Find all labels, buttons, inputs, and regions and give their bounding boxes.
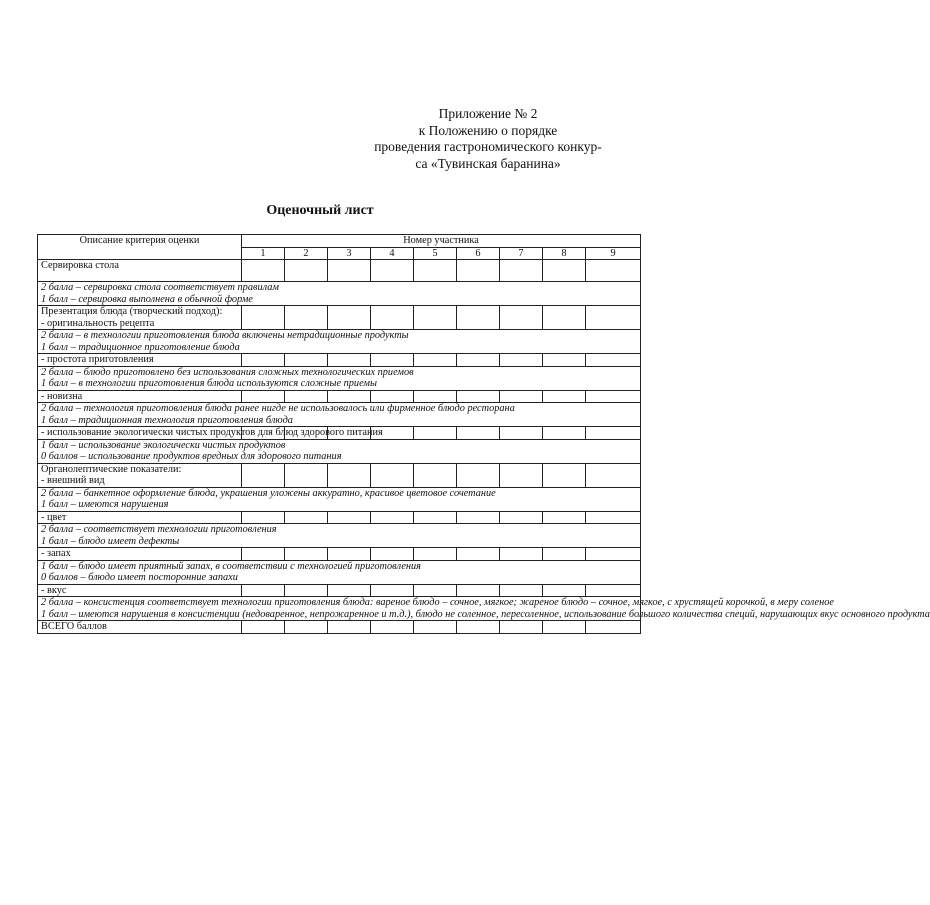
criterion-organoleptic: [38, 463, 242, 487]
note-line: 0 баллов – блюдо имеет посторонние запахи: [41, 572, 238, 583]
total-cell[interactable]: [586, 621, 641, 634]
note-line: 2 балла – технология приготовления блюда ранее нигде не использовалось или фирменное блюдо ресторана: [41, 403, 515, 414]
evaluation-table: [37, 234, 930, 634]
score-cell[interactable]: [328, 548, 371, 561]
score-cell[interactable]: [285, 463, 328, 487]
total-cell[interactable]: [285, 621, 328, 634]
note-line: 2 балла – сервировка стола соответствует правилам: [41, 282, 279, 293]
score-cell[interactable]: [586, 354, 641, 367]
serving-note: [38, 282, 641, 306]
participant-number: 6: [457, 247, 500, 260]
score-cell[interactable]: [242, 511, 285, 524]
note-line: 2 балла – блюдо приготовлено без использования сложных технологических приемов: [41, 366, 414, 378]
score-cell[interactable]: [543, 584, 586, 597]
score-cell[interactable]: [500, 306, 543, 330]
note-line: 1 балл – имеются нарушения: [41, 499, 169, 510]
score-cell[interactable]: [543, 306, 586, 330]
note-line: 2 балла – банкетное оформление блюда, украшения уложены аккуратно, красивое цветовое сочетание: [41, 487, 496, 499]
note-row: [38, 487, 641, 511]
total-label: ВСЕГО баллов: [38, 621, 242, 634]
score-cell[interactable]: [328, 511, 371, 524]
criterion-eco: - использование экологически чистых продуктов для блюд здорового питания: [38, 427, 242, 440]
score-cell[interactable]: [457, 260, 500, 282]
note-row: [38, 403, 641, 427]
score-cell[interactable]: [242, 584, 285, 597]
score-cell[interactable]: [500, 463, 543, 487]
participant-number: 8: [543, 247, 586, 260]
score-cell[interactable]: [457, 548, 500, 561]
score-cell[interactable]: [586, 584, 641, 597]
note-line: 2 балла – консистенция соответствует технологии приготовления блюда: вареное блюдо – сочное, мягкое; жареное блюдо – сочное, мягкое, с хрустящей корочкой, в меру соленое: [41, 597, 834, 608]
note-line: 2 балла – в технологии приготовления блюда включены нетрадиционные продукты: [41, 330, 409, 341]
criterion-novelty: - новизна: [38, 390, 242, 403]
note-line: 1 балл – имеются нарушения в консистенции (недоваренное, непрожаренное и т.д.), блюдо не соленное, пересоленное, использование большого количества специй, нарушающих вкус основного продукта: [41, 608, 930, 620]
note-row: [38, 597, 641, 621]
score-cell[interactable]: [543, 548, 586, 561]
score-cell[interactable]: [500, 548, 543, 561]
table-row: [38, 306, 641, 330]
score-cell[interactable]: [371, 584, 414, 597]
score-cell[interactable]: [371, 260, 414, 282]
criterion-serving: Сервировка стола: [38, 260, 242, 282]
score-cell[interactable]: [371, 390, 414, 403]
score-cell[interactable]: [371, 463, 414, 487]
score-cell[interactable]: [457, 463, 500, 487]
note-row: [38, 366, 641, 390]
simplicity-note: [38, 366, 641, 390]
table-row: [38, 584, 641, 597]
criterion-simplicity: - простота приготовления: [38, 354, 242, 367]
score-cell[interactable]: [500, 390, 543, 403]
note-row: [38, 524, 641, 548]
note-row: [38, 439, 641, 463]
score-cell[interactable]: [242, 354, 285, 367]
originality-note: [38, 330, 641, 354]
note-line: 1 балл – традиционное приготовление блюда: [41, 341, 240, 353]
appearance-note: [38, 487, 641, 511]
score-cell[interactable]: [328, 463, 371, 487]
score-cell[interactable]: [500, 584, 543, 597]
score-cell[interactable]: [543, 260, 586, 282]
score-cell[interactable]: [328, 390, 371, 403]
criterion-sublabel: - оригинальность рецепта: [41, 317, 155, 329]
score-cell[interactable]: [242, 548, 285, 561]
score-cell[interactable]: [285, 354, 328, 367]
participant-number: 2: [285, 247, 328, 260]
color-note: [38, 524, 641, 548]
table-row: [38, 260, 641, 282]
score-cell[interactable]: [328, 584, 371, 597]
score-cell[interactable]: [457, 427, 500, 440]
note-line: 1 балл – традиционная технология приготовления блюда: [41, 414, 293, 426]
score-cell[interactable]: [457, 584, 500, 597]
note-row: [38, 282, 641, 306]
score-cell[interactable]: [414, 548, 457, 561]
score-cell[interactable]: [543, 463, 586, 487]
score-cell[interactable]: [500, 511, 543, 524]
score-cell[interactable]: [586, 306, 641, 330]
participant-number: 1: [242, 247, 285, 260]
appendix-header: [352, 106, 624, 172]
table-row: [38, 427, 641, 440]
score-cell[interactable]: [457, 390, 500, 403]
score-cell[interactable]: [328, 306, 371, 330]
score-cell[interactable]: [371, 306, 414, 330]
score-cell[interactable]: [457, 354, 500, 367]
table-row: [38, 548, 641, 561]
criterion-label: Презентация блюда (творческий подход):: [41, 306, 223, 317]
participant-number: 4: [371, 247, 414, 260]
total-cell[interactable]: [414, 621, 457, 634]
score-cell[interactable]: [328, 260, 371, 282]
appendix-number: Приложение № 2: [438, 106, 538, 121]
appendix-line2: к Положению о порядке: [418, 122, 558, 138]
score-cell[interactable]: [586, 463, 641, 487]
score-cell[interactable]: [371, 548, 414, 561]
score-cell[interactable]: [586, 548, 641, 561]
table-row: [38, 354, 641, 367]
score-cell[interactable]: [414, 427, 457, 440]
score-cell[interactable]: [414, 306, 457, 330]
score-cell[interactable]: [371, 511, 414, 524]
score-cell[interactable]: [414, 354, 457, 367]
table-row: [38, 390, 641, 403]
score-cell[interactable]: [285, 390, 328, 403]
participant-number: 9: [586, 247, 641, 260]
score-cell[interactable]: [586, 511, 641, 524]
score-cell[interactable]: [543, 511, 586, 524]
criterion-smell: - запах: [38, 548, 242, 561]
appendix-line4: са «Тувинская баранина»: [415, 155, 561, 171]
score-cell[interactable]: [586, 260, 641, 282]
total-cell[interactable]: [500, 621, 543, 634]
novelty-note: [38, 403, 641, 427]
smell-note: [38, 560, 641, 584]
note-row: [38, 560, 641, 584]
score-cell[interactable]: [457, 511, 500, 524]
score-cell[interactable]: [285, 584, 328, 597]
score-cell[interactable]: [500, 354, 543, 367]
score-cell[interactable]: [242, 260, 285, 282]
total-cell[interactable]: [457, 621, 500, 634]
participant-number: 7: [500, 247, 543, 260]
score-cell[interactable]: [500, 427, 543, 440]
score-cell[interactable]: [285, 511, 328, 524]
total-cell[interactable]: [242, 621, 285, 634]
table-header-row: [38, 235, 641, 248]
score-cell[interactable]: [242, 306, 285, 330]
score-cell[interactable]: [285, 260, 328, 282]
page-title: Оценочный лист: [266, 203, 374, 218]
criterion-presentation: [38, 306, 242, 330]
score-cell[interactable]: [500, 260, 543, 282]
taste-note: [38, 597, 930, 621]
table-row: [38, 511, 641, 524]
total-row: [38, 621, 641, 634]
criterion-taste: - вкус: [38, 584, 242, 597]
score-cell[interactable]: [414, 511, 457, 524]
score-cell[interactable]: [414, 463, 457, 487]
eco-note: [38, 439, 641, 463]
score-cell[interactable]: [414, 260, 457, 282]
score-cell[interactable]: [586, 427, 641, 440]
criterion-sublabel: - внешний вид: [41, 475, 105, 486]
participant-number: 5: [414, 247, 457, 260]
total-cell[interactable]: [543, 621, 586, 634]
note-line: 0 баллов – использование продуктов вредных для здорового питания: [41, 451, 342, 462]
note-line: 1 балл – в технологии приготовления блюда используются сложные приемы: [41, 378, 377, 389]
participant-column-header: Номер участника: [242, 235, 641, 248]
score-cell[interactable]: [242, 463, 285, 487]
note-line: 1 балл – сервировка выполнена в обычной форме: [41, 293, 253, 305]
note-line: 2 балла – соответствует технологии приготовления: [41, 524, 277, 535]
score-cell[interactable]: [371, 354, 414, 367]
score-cell[interactable]: [414, 584, 457, 597]
criteria-column-header: Описание критерия оценки: [38, 235, 242, 260]
score-cell[interactable]: [242, 390, 285, 403]
note-line: 1 балл – блюдо имеет приятный запах, в соответствии с технологией приготовления: [41, 560, 421, 572]
criterion-label: Органолептические показатели:: [41, 463, 182, 475]
total-cell[interactable]: [328, 621, 371, 634]
appendix-line3: проведения гастрономического конкур-: [374, 139, 602, 154]
criterion-color: - цвет: [38, 511, 242, 524]
score-cell[interactable]: [457, 306, 500, 330]
score-cell[interactable]: [414, 390, 457, 403]
table-row: [38, 463, 641, 487]
note-row: [38, 330, 641, 354]
score-cell[interactable]: [586, 390, 641, 403]
participant-number: 3: [328, 247, 371, 260]
total-cell[interactable]: [371, 621, 414, 634]
score-cell[interactable]: [543, 427, 586, 440]
score-cell[interactable]: [285, 306, 328, 330]
score-cell[interactable]: [543, 390, 586, 403]
score-cell[interactable]: [285, 548, 328, 561]
score-cell[interactable]: [543, 354, 586, 367]
score-cell[interactable]: [328, 354, 371, 367]
note-line: 1 балл – использование экологически чистых продуктов: [41, 439, 286, 451]
note-line: 1 балл – блюдо имеет дефекты: [41, 535, 180, 547]
